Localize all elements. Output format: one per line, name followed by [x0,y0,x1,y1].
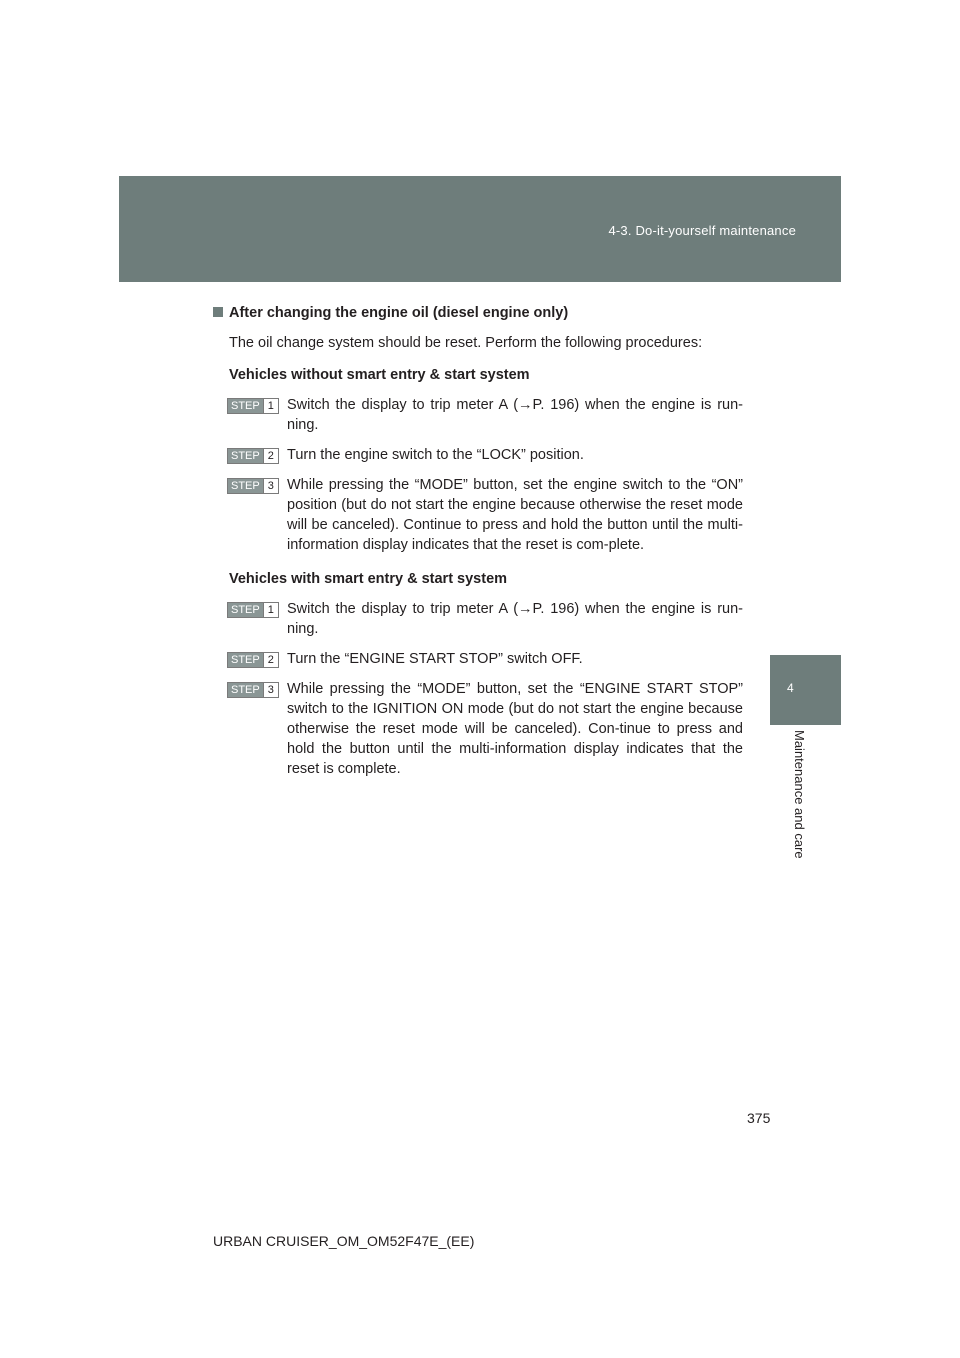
step-text: Switch the display to trip meter A (→P. 196) when the engine is run-ning. [287,601,743,637]
step-badge: STEP 3 [227,478,279,494]
step-text: Switch the display to trip meter A (→P. 196) when the engine is run-ning. [287,397,743,433]
step-item [229,445,743,465]
chapter-label [792,730,807,880]
step-item [229,679,743,779]
step-text: Turn the “ENGINE START STOP” switch OFF. [287,651,583,667]
section-title: 4-3. Do-it-yourself maintenance [608,223,796,238]
document-code: URBAN CRUISER_OM_OM52F47E_(EE) [213,1233,475,1249]
step-badge: STEP 3 [227,682,279,698]
step-text: Turn the engine switch to the “LOCK” position. [287,447,584,463]
page-number: 375 [747,1110,771,1126]
group-title-without-smart-entry: Vehicles without smart entry & start system [229,367,530,383]
step-badge: STEP 2 [227,652,279,668]
step-item [229,395,743,435]
intro-paragraph: The oil change system should be reset. Perform the following procedures: [229,335,703,351]
section-heading [213,305,743,321]
step-text: While pressing the “MODE” button, set the engine switch to the “ON” position (but do not start the engine because otherwise the reset mode will be canceled). Continue to press and hold the button until the multi-information display indicates that the reset is com-plete. [287,477,743,553]
step-item [229,475,743,555]
section-heading-text: After changing the engine oil (diesel engine only) [229,305,569,321]
step-badge: STEP 2 [227,448,279,464]
step-item [229,649,743,669]
square-bullet-icon [213,307,223,317]
step-badge: STEP 1 [227,398,279,414]
chapter-number: 4 [787,681,794,695]
chapter-tab [770,655,841,725]
chapter-label-text: Maintenance and care [792,730,807,859]
group-title-with-smart-entry: Vehicles with smart entry & start system [229,571,508,587]
step-item [229,599,743,639]
header-band [119,176,841,282]
step-text: While pressing the “MODE” button, set the “ENGINE START STOP” switch to the IGNITION ON mode (but do not start the engine because otherwise the reset mode will be canceled). Con-tinue to press and hold the button until the multi-information display indicates that the reset is complete. [287,681,743,777]
main-content [213,305,743,789]
step-badge: STEP 1 [227,602,279,618]
